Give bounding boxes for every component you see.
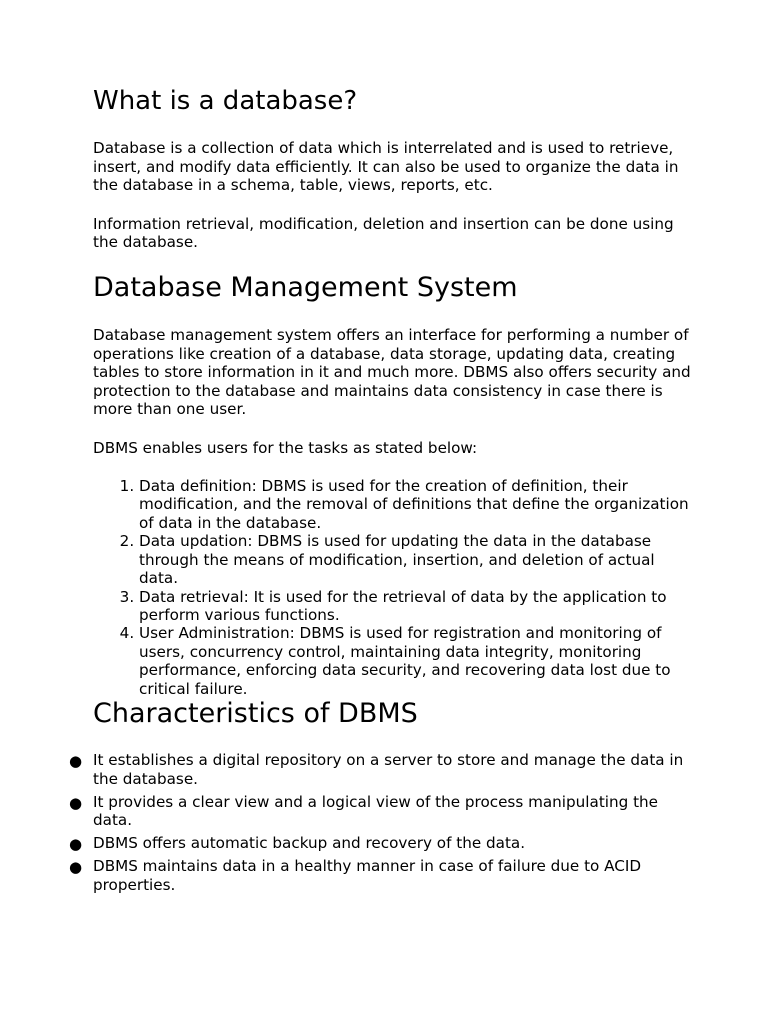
heading-what-is-database: What is a database? (93, 86, 358, 116)
paragraph-database-operations: Information retrieval, modification, deletion and insertion can be done using the database. (93, 214, 674, 252)
list-item-text: DBMS maintains data in a healthy manner in case of failure due to ACID properties. (93, 857, 642, 894)
paragraph-dbms-interface: Database management system offers an interface for performing a number of operations like creation of a database, data storage, updating data, creating tables to store information in it and much more. DBMS also offers security and protection to the database and maintains data consistency in case there is more than one user. (93, 326, 691, 419)
list-item: 1. Data definition: DBMS is used for the creation of definition, their modification, and the removal of definitions that define the organization of data in the database. (139, 477, 693, 532)
heading-characteristics: Characteristics of DBMS (93, 697, 418, 729)
list-item-text: It provides a clear view and a logical view of the process manipulating the data. (93, 792, 659, 830)
paragraph-database-definition: Database is a collection of data which is interrelated and is used to retrieve, insert, and modify data efficiently. It can also be used to organize the data in the database in a schema, table, views, reports, etc. (93, 139, 679, 195)
paragraph-dbms-tasks-intro: DBMS enables users for the tasks as stated below: (93, 438, 478, 457)
list-item (69, 751, 693, 788)
list-item (69, 857, 693, 894)
dbms-tasks-list (93, 477, 693, 698)
characteristics-list (69, 751, 693, 894)
document-content (69, 86, 693, 899)
bullet-icon: ● (69, 835, 83, 854)
bullet-icon: ● (69, 793, 83, 812)
bullet-icon: ● (69, 752, 83, 771)
list-item-text: DBMS offers automatic backup and recovery of the data. (93, 834, 526, 853)
list-item: 3. Data retrieval: It is used for the retrieval of data by the application to perform various functions. (139, 588, 693, 625)
list-item-text: It establishes a digital repository on a server to store and manage the data in the database. (93, 751, 684, 788)
list-item (69, 793, 693, 830)
list-item (69, 834, 693, 852)
list-item: 4. User Administration: DBMS is used for registration and monitoring of users, concurrency control, maintaining data integrity, monitoring performance, enforcing data security, and recovering data lost due to critical failure. (139, 624, 693, 698)
heading-dbms: Database Management System (93, 271, 518, 303)
bullet-icon: ● (69, 858, 83, 877)
list-item: 2. Data updation: DBMS is used for updating the data in the database through the means of modification, insertion, and deletion of actual data. (139, 532, 693, 587)
